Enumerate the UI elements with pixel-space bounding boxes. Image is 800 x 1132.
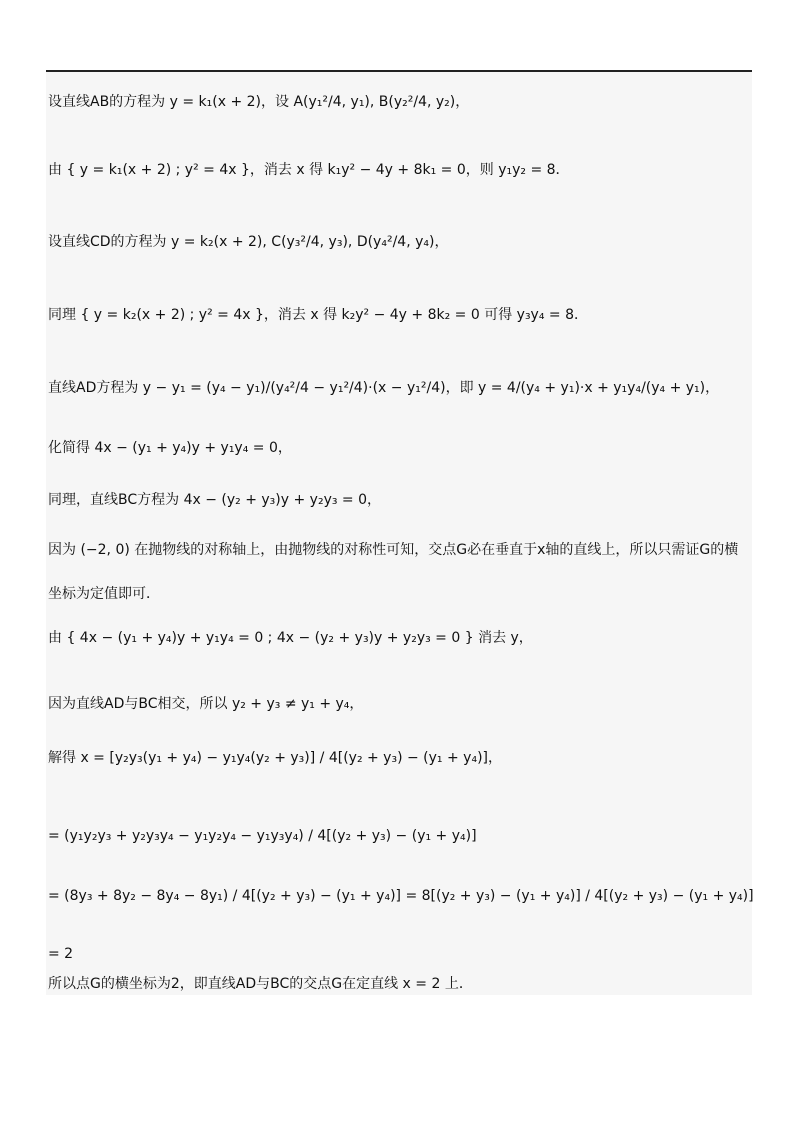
line-3: 设直线CD的方程为 y = k₂(x + 2), C(y₃²/4, y₃), D(y₄²/4, y₄)， (48, 234, 449, 250)
line-9: 坐标为定值即可． (48, 586, 160, 602)
line-1: 设直线AB的方程为 y = k₁(x + 2)，设 A(y₁²/4, y₁), B(y₂²/4, y₂)， (48, 94, 470, 110)
line-7: 同理，直线BC方程为 4x − (y₂ + y₃)y + y₂y₃ = 0， (48, 492, 382, 508)
line-5: 直线AD方程为 y − y₁ = (y₄ − y₁)/(y₄²/4 − y₁²/4)·(x − y₁²/4)，即 y = 4/(y₄ + y₁)·x + y₁y₄/(y₄ + y₁)， (48, 380, 720, 396)
document-panel (46, 70, 752, 995)
line-6: 化简得 4x − (y₁ + y₄)y + y₁y₄ = 0， (48, 440, 292, 456)
top-rule (46, 70, 752, 72)
line-2: 由 { y = k₁(x + 2) ; y² = 4x }，消去 x 得 k₁y² − 4y + 8k₁ = 0，则 y₁y₂ = 8． (48, 162, 570, 178)
line-14: = (8y₃ + 8y₂ − 8y₄ − 8y₁) / 4[(y₂ + y₃) − (y₁ + y₄)] = 8[(y₂ + y₃) − (y₁ + y₄)] / 4[(y₂ + y₃) − (y₁ + y₄)] (48, 888, 754, 904)
line-15: = 2 (48, 946, 74, 962)
line-11: 因为直线AD与BC相交，所以 y₂ + y₃ ≠ y₁ + y₄， (48, 696, 364, 712)
line-12: 解得 x = [y₂y₃(y₁ + y₄) − y₁y₄(y₂ + y₃)] / 4[(y₂ + y₃) − (y₁ + y₄)]， (48, 750, 502, 766)
line-4: 同理 { y = k₂(x + 2) ; y² = 4x }，消去 x 得 k₂y² − 4y + 8k₂ = 0 可得 y₃y₄ = 8． (48, 307, 588, 323)
line-13: = (y₁y₂y₃ + y₂y₃y₄ − y₁y₂y₄ − y₁y₃y₄) / 4[(y₂ + y₃) − (y₁ + y₄)] (48, 828, 477, 844)
line-10: 由 { 4x − (y₁ + y₄)y + y₁y₄ = 0 ; 4x − (y₂ + y₃)y + y₂y₃ = 0 } 消去 y， (48, 630, 533, 646)
line-8: 因为 (−2, 0) 在抛物线的对称轴上，由抛物线的对称性可知，交点G必在垂直于x轴的直线上，所以只需证G的横 (48, 542, 739, 558)
line-16: 所以点G的横坐标为2，即直线AD与BC的交点G在定直线 x = 2 上． (48, 976, 473, 992)
